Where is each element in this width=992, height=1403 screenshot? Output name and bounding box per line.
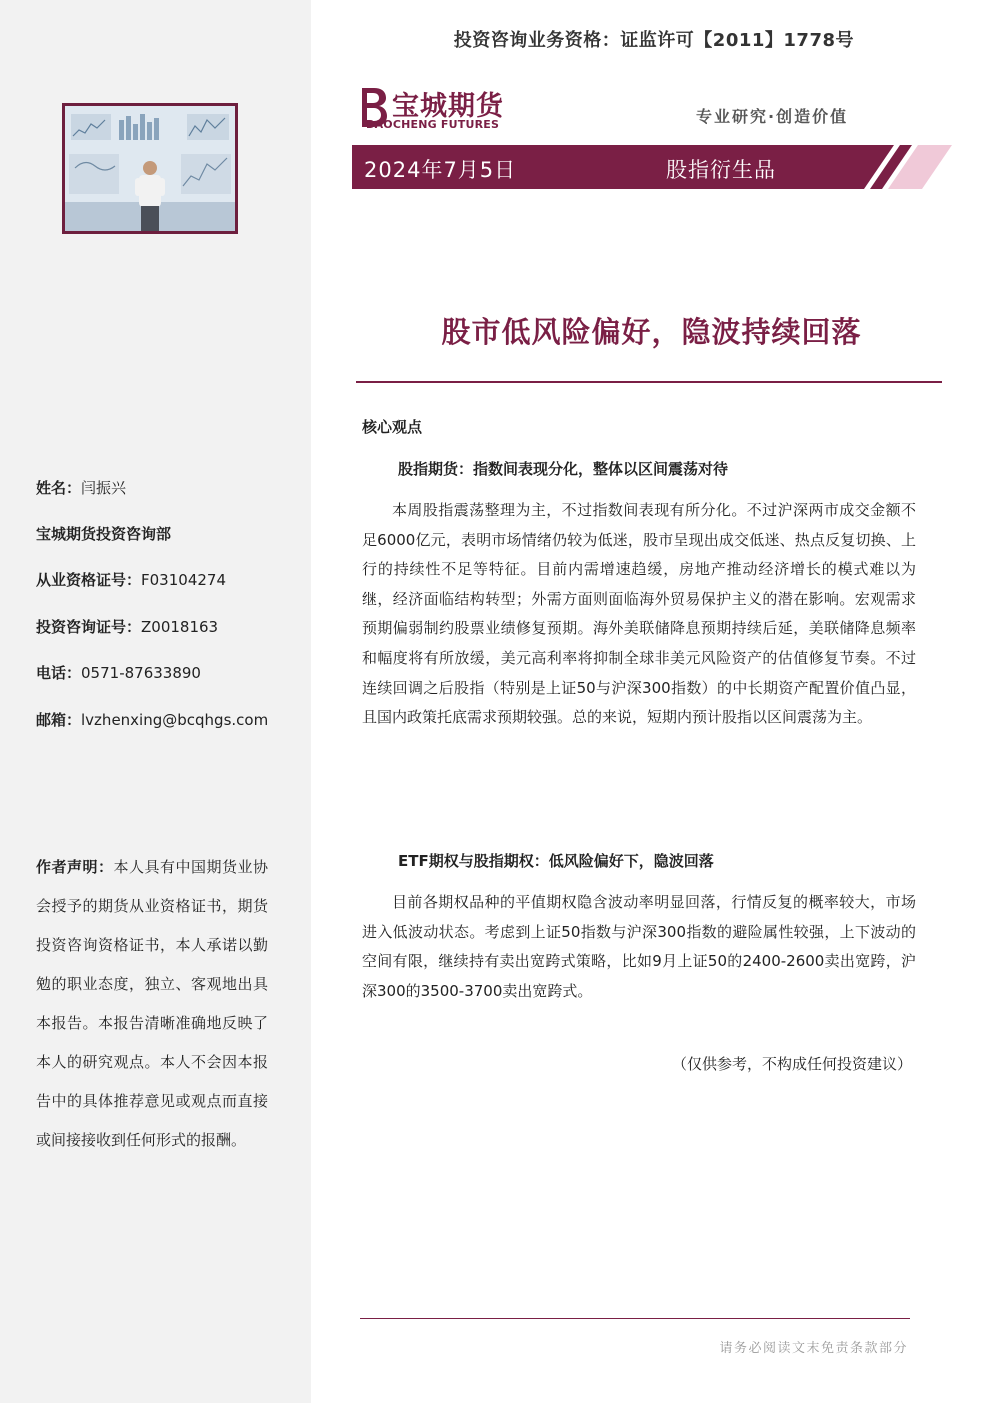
department-label: 宝城期货投资咨询部	[36, 525, 172, 543]
analyst-charts-illustration	[65, 106, 235, 231]
report-title: 股市低风险偏好，隐波持续回落	[441, 315, 862, 349]
qualification-cert-value: F03104274	[141, 571, 226, 589]
qualification-cert-label: 从业资格证号：	[36, 571, 142, 589]
license-line: 投资咨询业务资格：证监许可【2011】1778号	[453, 30, 854, 51]
phone-label: 电话：	[36, 664, 82, 682]
cover-image	[62, 103, 238, 234]
consulting-cert-value: Z0018163	[141, 618, 219, 636]
slogan: 专业研究·创造价值	[696, 107, 849, 126]
date-banner	[352, 145, 952, 189]
email-value[interactable]: lvzhenxing@bcqhgs.com	[81, 711, 269, 729]
author-statement	[36, 848, 268, 1160]
sidebar	[0, 0, 311, 1403]
qualification-cert	[36, 569, 226, 590]
consulting-cert	[36, 616, 218, 637]
title-divider	[356, 381, 942, 383]
author-name-label: 姓名：	[36, 479, 82, 497]
footer-divider	[360, 1318, 910, 1319]
stock-index-futures-heading: 股指期货：指数间表现分化，整体以区间震荡对待	[398, 460, 729, 478]
logo-chinese-text: 宝城期货	[392, 91, 504, 122]
reference-disclaimer: （仅供参考，不构成任何投资建议）	[671, 1055, 912, 1073]
author-name-value: 闫振兴	[81, 479, 127, 497]
footer-note: 请务必阅读文末免责条款部分	[719, 1341, 908, 1356]
core-view-heading: 核心观点	[362, 418, 423, 436]
options-paragraph: 目前各期权品种的平值期权隐含波动率明显回落，行情反复的概率较大，市场进入低波动状态。考虑到上证50指数与沪深300指数的避险属性较强，上下波动的空间有限，继续持有卖出宽跨式策略，比如9月上证50的2400-2600卖出宽跨，沪深300的3500-3700卖出宽跨式。	[362, 893, 916, 1000]
report-category: 股指衍生品	[666, 158, 776, 182]
email-label: 邮箱：	[36, 711, 82, 729]
company-logo	[356, 84, 526, 132]
report-date: 2024年7月5日	[364, 158, 517, 182]
stock-index-futures-paragraph: 本周股指震荡整理为主，不过指数间表现有所分化。不过沪深两市成交金额不足6000亿元，表明市场情绪仍较为低迷，股市呈现出成交低迷、热点反复切换、上行的持续性不足等特征。目前内需增速趋缓，房地产推动经济增长的模式难以为继，经济面临结构转型；外需方面则面临海外贸易保护主义的潜在影响。宏观需求预期偏弱制约股票业绩修复预期。海外美联储降息预期持续后延，美联储降息频率和幅度将有所放缓，美元高利率将抑制全球非美元风险资产的估值修复节奏。不过连续回调之后股指（特别是上证50与沪深300指数）的中长期资产配置价值凸显，且国内政策托底需求预期较强。总的来说，短期内预计股指以区间震荡为主。	[362, 501, 916, 727]
options-heading: ETF期权与股指期权：低风险偏好下，隐波回落	[398, 852, 714, 870]
department	[36, 523, 171, 544]
author-statement-text: 本人具有中国期货业协会授予的期货从业资格证书，期货投资咨询资格证书，本人承诺以勤勉的职业态度，独立、客观地出具本报告。本报告清晰准确地反映了本人的研究观点。本人不会因本报告中的具体推荐意见或观点而直接或间接接收到任何形式的报酬。	[36, 858, 268, 1149]
phone	[36, 662, 201, 683]
logo-english-text: BAOCHENG FUTURES	[366, 118, 500, 131]
email	[36, 709, 268, 730]
phone-value: 0571-87633890	[81, 664, 201, 682]
consulting-cert-label: 投资咨询证号：	[36, 618, 142, 636]
author-name	[36, 477, 126, 498]
author-statement-label: 作者声明：	[36, 858, 114, 876]
